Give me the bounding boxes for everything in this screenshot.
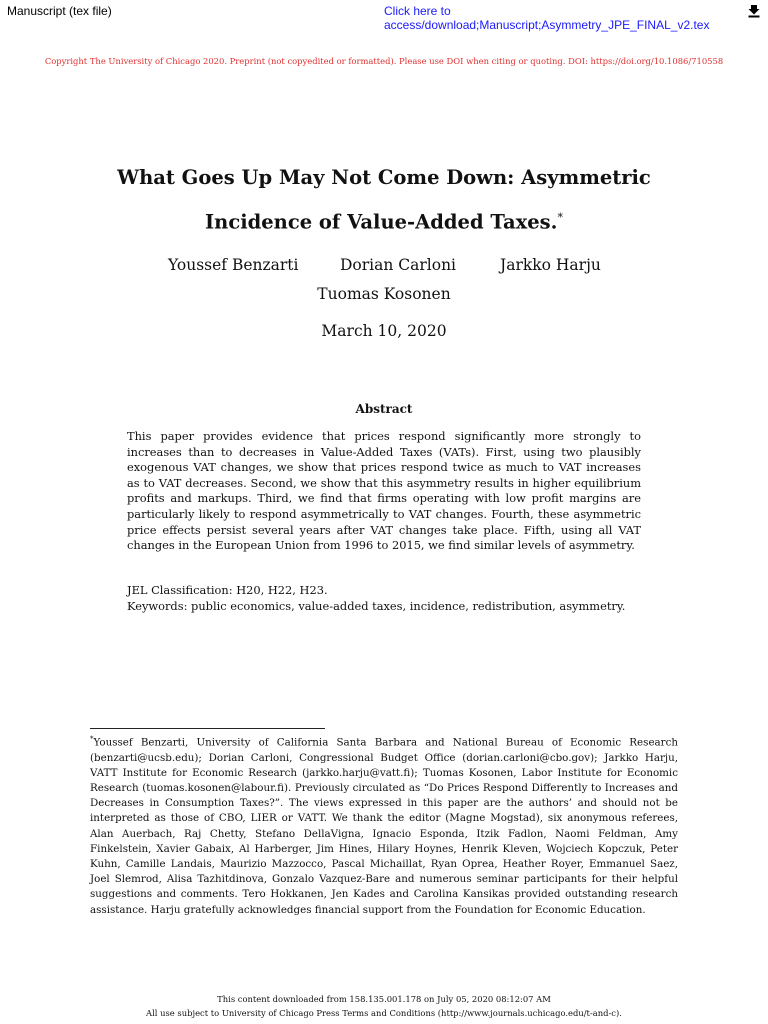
- manuscript-label: Manuscript (tex file): [7, 4, 112, 18]
- download-arrow-icon[interactable]: [748, 3, 760, 17]
- abstract-heading: Abstract: [355, 402, 413, 416]
- paper-title: [60, 158, 708, 243]
- download-link-line1: Click here to: [384, 4, 451, 18]
- copyright-notice: Copyright The University of Chicago 2020. Preprint (not copyedited or formatted). Please use DOI when citing or quoting. DOI: https://doi.org/10.1086/710558: [44, 56, 724, 66]
- download-manuscript-link[interactable]: [384, 4, 709, 32]
- footnote-divider: [90, 728, 325, 729]
- keywords: Keywords: public economics, value-added taxes, incidence, redistribution, asymmetry.: [127, 599, 626, 613]
- author-name: Youssef Benzarti: [168, 256, 299, 274]
- title-line-1: What Goes Up May Not Come Down: Asymmetric: [117, 166, 651, 189]
- footnote-text: Youssef Benzarti, University of California Santa Barbara and National Bureau of Economic Research (benzarti@ucsb.edu); Dorian Carloni, Congressional Budget Office (dorian.carloni@cbo.gov); Jarkko Harju, VATT Institute for Economic Research (jarkko.harju@vatt.fi); Tuomas Kosonen, Labor Institute for Economic Research (tuomas.kosonen@labour.fi). Previously circulated as “Do Prices Respond Differently to Increases and Decreases in Consumption Taxes?”. The views expressed in this paper are the authors’ and should not be interpreted as those of CBO, LIER or VATT. We thank the editor (Magne Mogstad), six anonymous referees, Alan Auerbach, Raj Chetty, Stefano DellaVigna, Ignacio Esponda, Itzik Fadlon, Naomi Feldman, Amy Finkelstein, Xavier Gabaix, Al Harberger, Jim Hines, Hilary Hoynes, Henrik Kleven, Wojciech Kopczuk, Peter Kuhn, Camille Landais, Maurizio Mazzocco, Pascal Michaillat, Ryan Oprea, Heather Royer, Emmanuel Saez, Joel Slemrod, Alisa Tazhitdinova, Gonzalo Vazquez-Bare and numerous seminar participants for their helpful suggestions and comments. Tero Hokkanen, Jen Kades and Carolina Kansikas provided outstanding research assistance. Harju gratefully acknowledges financial support from the Foundation for Economic Education.: [90, 736, 678, 916]
- title-footnote: [90, 732, 678, 918]
- author-name: Dorian Carloni: [340, 256, 457, 274]
- download-info: This content downloaded from 158.135.001.178 on July 05, 2020 08:12:07 AM: [217, 994, 551, 1004]
- footnote-marker: *: [90, 735, 94, 743]
- author-name: Jarkko Harju: [500, 256, 601, 274]
- jel-classification: JEL Classification: H20, H22, H23.: [127, 583, 328, 597]
- title-footnote-marker: *: [557, 211, 563, 224]
- terms-notice: All use subject to University of Chicago Press Terms and Conditions (http://www.journals.uchicago.edu/t-and-c).: [146, 1008, 622, 1018]
- abstract-text: This paper provides evidence that prices respond significantly more strongly to increases than to decreases in Value-Added Taxes (VATs). First, using two plausibly exogenous VAT changes, we show that prices respond twice as much to VAT increases as to VAT decreases. Second, we show that this asymmetry results in higher equilibrium profits and markups. Third, we find that firms operating with low profit margins are particularly likely to respond asymmetrically to VAT changes. Fourth, these asymmetric price effects persist several years after VAT changes take place. Fifth, using all VAT changes in the European Union from 1996 to 2015, we find similar levels of asymmetry.: [127, 429, 641, 553]
- title-line-2: Incidence of Value-Added Taxes.*: [205, 210, 563, 234]
- download-link-line2: access/download;Manuscript;Asymmetry_JPE_FINAL_v2.tex: [384, 18, 710, 32]
- author-name: Tuomas Kosonen: [317, 285, 451, 303]
- paper-date: March 10, 2020: [321, 322, 447, 340]
